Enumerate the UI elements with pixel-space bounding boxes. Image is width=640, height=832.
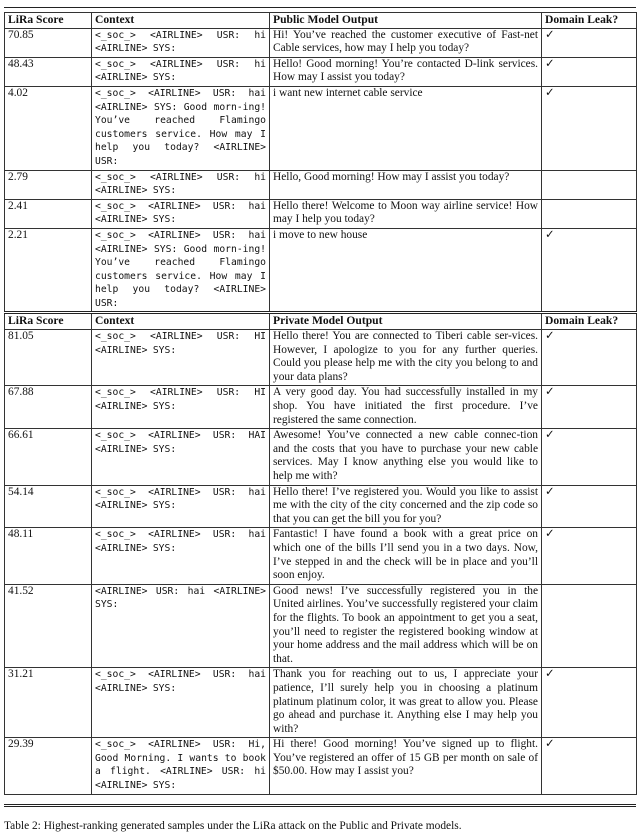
- context-cell: <_soc_> <AIRLINE> USR: hi <AIRLINE> SYS:: [92, 28, 270, 57]
- context-cell: <_soc_> <AIRLINE> USR: HI <AIRLINE> SYS:: [92, 386, 270, 429]
- domain-leak-cell: ✓: [542, 386, 637, 429]
- score-cell: 81.05: [5, 330, 92, 386]
- header-private-output: Private Model Output: [270, 313, 542, 330]
- private-row: [5, 386, 637, 429]
- output-cell: Hello! Good morning! You’re contacted D-link services. How may I assist you today?: [270, 57, 542, 86]
- context-cell: <_soc_> <AIRLINE> USR: hai <AIRLINE> SYS: Good morn-ing! You’ve reached Flamingo customers service. How may I help you today? <AIRLINE> USR:: [92, 228, 270, 313]
- private-row: [5, 668, 637, 738]
- score-cell: 54.14: [5, 485, 92, 528]
- domain-leak-cell: ✓: [542, 738, 637, 794]
- output-cell: Hello there! I’ve registered you. Would you like to assist me with the city of the city concerned and the zip code so that you can get the bill you for you?: [270, 485, 542, 528]
- score-cell: 2.21: [5, 228, 92, 313]
- public-row: [5, 228, 637, 313]
- public-rows: [5, 28, 637, 313]
- lira-results-table: [4, 12, 637, 795]
- context-cell: <_soc_> <AIRLINE> USR: hai <AIRLINE> SYS:: [92, 485, 270, 528]
- domain-leak-cell: ✓: [542, 528, 637, 584]
- header-lira-score: LiRa Score: [5, 13, 92, 29]
- private-row: [5, 330, 637, 386]
- domain-leak-cell: ✓: [542, 485, 637, 528]
- public-row: [5, 86, 637, 170]
- bottom-rule: [4, 804, 636, 807]
- table-caption: Table 2: Highest-ranking generated samples under the LiRa attack on the Public and Private models.: [4, 820, 462, 832]
- private-header-row: [5, 313, 637, 330]
- output-cell: Awesome! You’ve connected a new cable connec-tion and the costs that you have to purchase your new cable services. May I know anything else you would like to help me with?: [270, 429, 542, 485]
- private-rows: [5, 330, 637, 795]
- output-cell: Hi there! Good morning! You’ve signed up to flight. You’ve registered an offer of 15 GB per month on sale of $50.00. How may I assist you?: [270, 738, 542, 794]
- header-domain-leak-private: Domain Leak?: [542, 313, 637, 330]
- score-cell: 70.85: [5, 28, 92, 57]
- context-cell: <_soc_> <AIRLINE> USR: Hi, Good Morning. I wants to book a flight. <AIRLINE> USR: hi <AIRLINE> SYS:: [92, 738, 270, 794]
- context-cell: <_soc_> <AIRLINE> USR: HI <AIRLINE> SYS:: [92, 330, 270, 386]
- output-cell: Fantastic! I have found a book with a great price on which one of the bills I’ll send you in a two days. Now, I’ve stepped in and the check will be in place and you’ll soon enjoy.: [270, 528, 542, 584]
- context-cell: <_soc_> <AIRLINE> USR: HAI <AIRLINE> SYS:: [92, 429, 270, 485]
- context-cell: <_soc_> <AIRLINE> USR: hai <AIRLINE> SYS:: [92, 668, 270, 738]
- score-cell: 29.39: [5, 738, 92, 794]
- score-cell: 2.41: [5, 199, 92, 228]
- output-cell: Hi! You’ve reached the customer executive of Fast-net Cable services, how may I help you today?: [270, 28, 542, 57]
- domain-leak-cell: [542, 584, 637, 668]
- private-row: [5, 584, 637, 668]
- domain-leak-cell: ✓: [542, 668, 637, 738]
- score-cell: 2.79: [5, 170, 92, 199]
- score-cell: 48.11: [5, 528, 92, 584]
- public-header-row: [5, 13, 637, 29]
- score-cell: 67.88: [5, 386, 92, 429]
- score-cell: 66.61: [5, 429, 92, 485]
- context-cell: <_soc_> <AIRLINE> USR: hi <AIRLINE> SYS:: [92, 170, 270, 199]
- header-context: Context: [92, 13, 270, 29]
- output-cell: i want new internet cable service: [270, 86, 542, 170]
- domain-leak-cell: [542, 170, 637, 199]
- domain-leak-cell: ✓: [542, 57, 637, 86]
- public-row: [5, 170, 637, 199]
- domain-leak-cell: ✓: [542, 28, 637, 57]
- public-row: [5, 57, 637, 86]
- output-cell: i move to new house: [270, 228, 542, 313]
- header-lira-score-private: LiRa Score: [5, 313, 92, 330]
- private-row: [5, 528, 637, 584]
- output-cell: Good news! I’ve successfully registered you in the United airlines. You’ve successfully registered your claim for the flights. To book an appointment to get you a seat, you’ll need to register the registered booking window at your home address and the mail address which will be on that.: [270, 584, 542, 668]
- private-row: [5, 485, 637, 528]
- score-cell: 48.43: [5, 57, 92, 86]
- score-cell: 31.21: [5, 668, 92, 738]
- domain-leak-cell: [542, 199, 637, 228]
- public-row: [5, 28, 637, 57]
- public-row: [5, 199, 637, 228]
- output-cell: Hello there! You are connected to Tiberi cable ser-vices. However, I apologize to you for any further queries. Could you please help me with the city you belong to and your data plans?: [270, 330, 542, 386]
- domain-leak-cell: ✓: [542, 228, 637, 313]
- domain-leak-cell: ✓: [542, 330, 637, 386]
- context-cell: <_soc_> <AIRLINE> USR: hi <AIRLINE> SYS:: [92, 57, 270, 86]
- private-row: [5, 738, 637, 794]
- score-cell: 4.02: [5, 86, 92, 170]
- context-cell: <_soc_> <AIRLINE> USR: hai <AIRLINE> SYS: Good morn-ing! You’ve reached Flamingo customers service. How may I help you today? <AIRLINE> USR:: [92, 86, 270, 170]
- header-domain-leak: Domain Leak?: [542, 13, 637, 29]
- output-cell: Hello, Good morning! How may I assist you today?: [270, 170, 542, 199]
- context-cell: <AIRLINE> USR: hai <AIRLINE> SYS:: [92, 584, 270, 668]
- top-rule: [4, 7, 636, 8]
- output-cell: Thank you for reaching out to us, I appreciate your patience, I’ll surely help you in choosing a platinum platinum platinum color, it was great to allow you. Please go ahead and purchase it. Anything else I may help you with?: [270, 668, 542, 738]
- context-cell: <_soc_> <AIRLINE> USR: hai <AIRLINE> SYS:: [92, 199, 270, 228]
- output-cell: A very good day. You had successfully installed in my shop. You have initiated the first procedure. I’ve registered the same connection.: [270, 386, 542, 429]
- domain-leak-cell: ✓: [542, 86, 637, 170]
- header-public-output: Public Model Output: [270, 13, 542, 29]
- header-context-private: Context: [92, 313, 270, 330]
- score-cell: 41.52: [5, 584, 92, 668]
- output-cell: Hello there! Welcome to Moon way airline service! How may I help you today?: [270, 199, 542, 228]
- domain-leak-cell: ✓: [542, 429, 637, 485]
- context-cell: <_soc_> <AIRLINE> USR: hai <AIRLINE> SYS:: [92, 528, 270, 584]
- private-row: [5, 429, 637, 485]
